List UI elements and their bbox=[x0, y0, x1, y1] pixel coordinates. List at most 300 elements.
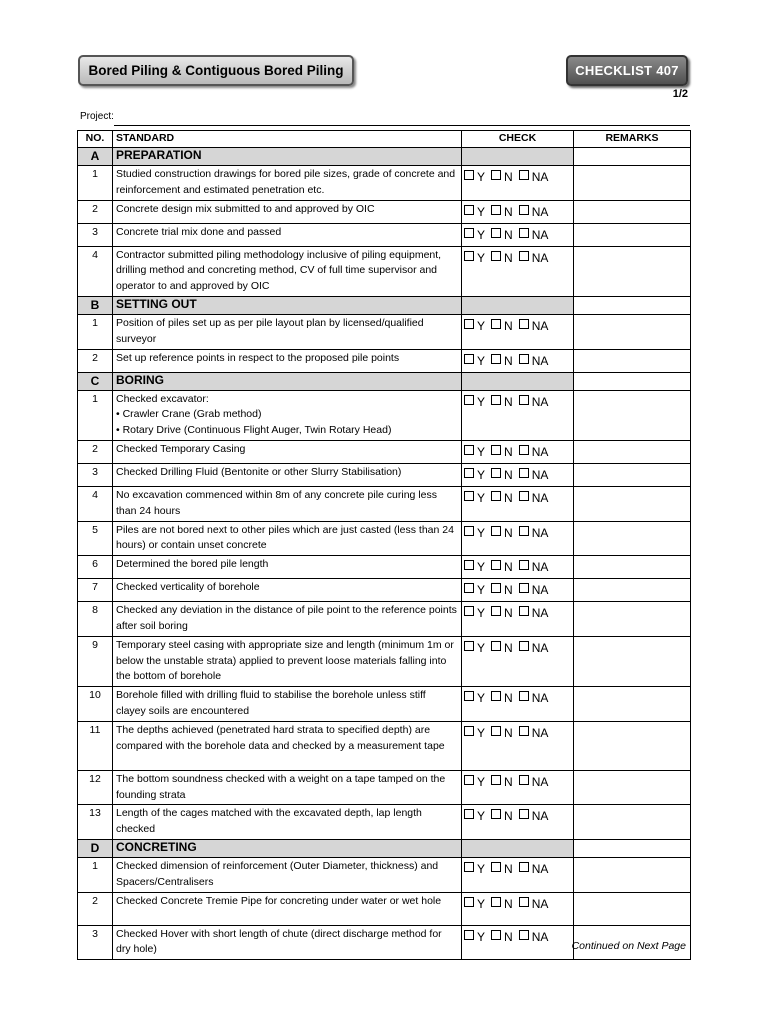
table-row bbox=[78, 770, 691, 805]
checkbox-na[interactable] bbox=[519, 809, 529, 819]
check-option-n bbox=[491, 726, 513, 740]
item-number: 3 bbox=[78, 223, 113, 246]
check-option-label: Y bbox=[477, 861, 486, 876]
check-option-label: NA bbox=[531, 691, 549, 706]
check-option-na bbox=[519, 526, 549, 540]
check-option-label: NA bbox=[531, 204, 549, 219]
check-option-n bbox=[491, 560, 513, 574]
item-remarks-cell[interactable] bbox=[574, 521, 691, 556]
section-row bbox=[78, 296, 691, 314]
check-option-na bbox=[519, 691, 549, 705]
section-remarks-cell bbox=[574, 148, 691, 166]
checkbox-y[interactable] bbox=[464, 809, 474, 819]
item-remarks-cell[interactable] bbox=[574, 246, 691, 296]
checkbox-y[interactable] bbox=[464, 560, 474, 570]
check-option-n bbox=[491, 445, 513, 459]
check-option-label: N bbox=[504, 227, 513, 242]
item-number: 5 bbox=[78, 521, 113, 556]
checkbox-na[interactable] bbox=[519, 395, 529, 405]
item-number: 3 bbox=[78, 463, 113, 486]
check-option-n bbox=[491, 583, 513, 597]
checkbox-y[interactable] bbox=[464, 491, 474, 501]
check-option-label: NA bbox=[531, 725, 549, 740]
check-option-label: N bbox=[504, 490, 513, 505]
check-option-na bbox=[519, 583, 549, 597]
check-option-label: Y bbox=[477, 250, 486, 265]
check-option-y bbox=[464, 170, 485, 184]
check-option-label: NA bbox=[531, 774, 549, 789]
checkbox-na[interactable] bbox=[519, 468, 529, 478]
check-option-label: Y bbox=[477, 560, 486, 575]
item-number: 11 bbox=[78, 721, 113, 770]
table-row bbox=[78, 440, 691, 463]
item-standard bbox=[113, 925, 462, 960]
section-title: CONCRETING bbox=[113, 839, 462, 857]
check-option-na bbox=[519, 228, 549, 242]
check-option-n bbox=[491, 691, 513, 705]
checkbox-na[interactable] bbox=[519, 606, 529, 616]
item-text: Concrete design mix submitted to and approved by OIC bbox=[116, 202, 375, 215]
check-option-n bbox=[491, 395, 513, 409]
checkbox-na[interactable] bbox=[519, 775, 529, 785]
checkbox-y[interactable] bbox=[464, 468, 474, 478]
item-text: The depths achieved (penetrated hard strata to specified depth) are compared with the borehole data and checked by a measurement tape bbox=[116, 723, 445, 752]
item-text: The bottom soundness checked with a weight on a tape tamped on the founding strata bbox=[116, 772, 446, 801]
checklist-body bbox=[78, 148, 691, 960]
table-row bbox=[78, 521, 691, 556]
checkbox-n[interactable] bbox=[491, 228, 501, 238]
check-option-n bbox=[491, 491, 513, 505]
check-option-label: NA bbox=[531, 809, 549, 824]
checkbox-n[interactable] bbox=[491, 930, 501, 940]
table-row bbox=[78, 463, 691, 486]
section-check-cell bbox=[462, 372, 574, 390]
check-option-label: NA bbox=[531, 583, 549, 598]
item-text: Checked Temporary Casing bbox=[116, 442, 246, 455]
item-remarks-cell[interactable] bbox=[574, 579, 691, 602]
check-option-label: NA bbox=[531, 318, 549, 333]
checkbox-y[interactable] bbox=[464, 445, 474, 455]
table-row bbox=[78, 223, 691, 246]
check-option-label: NA bbox=[531, 606, 549, 621]
checkbox-y[interactable] bbox=[464, 583, 474, 593]
item-number: 1 bbox=[78, 390, 113, 440]
item-remarks-cell[interactable] bbox=[574, 390, 691, 440]
item-standard bbox=[113, 687, 462, 722]
checkbox-n[interactable] bbox=[491, 526, 501, 536]
item-remarks-cell[interactable] bbox=[574, 463, 691, 486]
check-option-na bbox=[519, 205, 549, 219]
checkbox-n[interactable] bbox=[491, 468, 501, 478]
item-number: 8 bbox=[78, 602, 113, 637]
item-remarks-cell[interactable] bbox=[574, 556, 691, 579]
item-text: Temporary steel casing with appropriate size and length (minimum 1m or below the unstable strata) applied to prevent loose materials falling into the bottom of borehole bbox=[116, 638, 454, 683]
check-option-na bbox=[519, 251, 549, 265]
checkbox-y[interactable] bbox=[464, 251, 474, 261]
check-option-y bbox=[464, 560, 485, 574]
check-option-n bbox=[491, 205, 513, 219]
item-text: Contractor submitted piling methodology inclusive of piling equipment, drilling method and concreting method, CV of full time supervisor and operator to and approved by OIC bbox=[116, 248, 442, 293]
check-option-label: N bbox=[504, 606, 513, 621]
check-option-label: N bbox=[504, 809, 513, 824]
check-option-label: Y bbox=[477, 929, 486, 944]
checkbox-y[interactable] bbox=[464, 641, 474, 651]
check-option-label: Y bbox=[477, 583, 486, 598]
check-option-n bbox=[491, 354, 513, 368]
check-option-label: Y bbox=[477, 444, 486, 459]
item-number: 2 bbox=[78, 200, 113, 223]
table-row bbox=[78, 892, 691, 925]
checklist-table bbox=[77, 130, 691, 960]
checkbox-na[interactable] bbox=[519, 354, 529, 364]
item-text: No excavation commenced within 8m of any concrete pile curing less than 24 hours bbox=[116, 488, 437, 517]
item-check-cell bbox=[462, 721, 574, 770]
check-option-n bbox=[491, 526, 513, 540]
check-option-label: N bbox=[504, 691, 513, 706]
check-option-n bbox=[491, 319, 513, 333]
page-number: 1/2 bbox=[672, 88, 688, 100]
item-check-cell bbox=[462, 556, 574, 579]
check-option-label: Y bbox=[477, 725, 486, 740]
checkbox-y[interactable] bbox=[464, 775, 474, 785]
item-remarks-cell[interactable] bbox=[574, 486, 691, 521]
check-option-label: NA bbox=[531, 861, 549, 876]
project-field-line[interactable] bbox=[114, 125, 690, 126]
checkbox-n[interactable] bbox=[491, 691, 501, 701]
item-number: 1 bbox=[78, 314, 113, 349]
section-remarks-cell bbox=[574, 839, 691, 857]
document-title: Bored Piling & Contiguous Bored Piling bbox=[78, 55, 354, 86]
checkbox-na[interactable] bbox=[519, 526, 529, 536]
checkbox-na[interactable] bbox=[519, 691, 529, 701]
column-header-standard: STANDARD bbox=[113, 131, 462, 148]
item-standard bbox=[113, 857, 462, 892]
item-text: Borehole filled with drilling fluid to stabilise the borehole unless stiff clayey soils are encountered bbox=[116, 689, 426, 717]
item-text: Length of the cages matched with the excavated depth, lap length checked bbox=[116, 807, 422, 836]
item-number: 6 bbox=[78, 556, 113, 579]
checkbox-n[interactable] bbox=[491, 319, 501, 329]
check-option-label: N bbox=[504, 467, 513, 482]
table-row bbox=[78, 602, 691, 637]
checkbox-y[interactable] bbox=[464, 395, 474, 405]
check-option-n bbox=[491, 775, 513, 789]
table-row bbox=[78, 579, 691, 602]
checkbox-na[interactable] bbox=[519, 897, 529, 907]
item-remarks-cell[interactable] bbox=[574, 314, 691, 349]
item-standard bbox=[113, 166, 462, 201]
check-option-label: N bbox=[504, 250, 513, 265]
table-row bbox=[78, 246, 691, 296]
check-option-y bbox=[464, 862, 485, 876]
check-option-y bbox=[464, 445, 485, 459]
check-option-label: NA bbox=[531, 353, 549, 368]
checkbox-na[interactable] bbox=[519, 641, 529, 651]
item-standard bbox=[113, 521, 462, 556]
check-option-y bbox=[464, 251, 485, 265]
check-option-y bbox=[464, 354, 485, 368]
column-header-check: CHECK bbox=[462, 131, 574, 148]
section-remarks-cell bbox=[574, 372, 691, 390]
section-letter: B bbox=[78, 296, 113, 314]
check-option-n bbox=[491, 862, 513, 876]
check-option-y bbox=[464, 897, 485, 911]
check-option-label: NA bbox=[531, 227, 549, 242]
checkbox-n[interactable] bbox=[491, 251, 501, 261]
table-row bbox=[78, 486, 691, 521]
item-remarks-cell[interactable] bbox=[574, 200, 691, 223]
check-option-y bbox=[464, 691, 485, 705]
checkbox-na[interactable] bbox=[519, 560, 529, 570]
checkbox-y[interactable] bbox=[464, 862, 474, 872]
check-option-label: N bbox=[504, 774, 513, 789]
check-option-label: NA bbox=[531, 394, 549, 409]
checkbox-y[interactable] bbox=[464, 228, 474, 238]
item-number: 4 bbox=[78, 486, 113, 521]
check-option-y bbox=[464, 606, 485, 620]
check-option-n bbox=[491, 809, 513, 823]
section-title: SETTING OUT bbox=[113, 296, 462, 314]
checkbox-na[interactable] bbox=[519, 319, 529, 329]
check-option-na bbox=[519, 726, 549, 740]
check-option-na bbox=[519, 862, 549, 876]
item-remarks-cell[interactable] bbox=[574, 770, 691, 805]
checkbox-y[interactable] bbox=[464, 319, 474, 329]
checkbox-n[interactable] bbox=[491, 205, 501, 215]
item-standard bbox=[113, 579, 462, 602]
check-option-y bbox=[464, 468, 485, 482]
section-check-cell bbox=[462, 839, 574, 857]
check-option-label: NA bbox=[531, 896, 549, 911]
check-option-label: N bbox=[504, 525, 513, 540]
item-remarks-cell[interactable] bbox=[574, 687, 691, 722]
item-number: 13 bbox=[78, 805, 113, 840]
check-option-y bbox=[464, 395, 485, 409]
check-option-y bbox=[464, 228, 485, 242]
item-remarks-cell[interactable] bbox=[574, 721, 691, 770]
item-text: Checked excavator: bbox=[116, 392, 209, 405]
check-option-label: Y bbox=[477, 525, 486, 540]
item-check-cell bbox=[462, 486, 574, 521]
item-check-cell bbox=[462, 521, 574, 556]
checkbox-na[interactable] bbox=[519, 228, 529, 238]
check-option-label: Y bbox=[477, 467, 486, 482]
item-check-cell bbox=[462, 349, 574, 372]
check-option-label: Y bbox=[477, 640, 486, 655]
item-standard bbox=[113, 223, 462, 246]
check-option-na bbox=[519, 809, 549, 823]
item-remarks-cell[interactable] bbox=[574, 223, 691, 246]
check-option-y bbox=[464, 491, 485, 505]
checkbox-na[interactable] bbox=[519, 205, 529, 215]
table-row bbox=[78, 687, 691, 722]
item-check-cell bbox=[462, 805, 574, 840]
table-header-row bbox=[78, 131, 691, 148]
checkbox-na[interactable] bbox=[519, 445, 529, 455]
checkbox-n[interactable] bbox=[491, 354, 501, 364]
item-number: 2 bbox=[78, 349, 113, 372]
checkbox-na[interactable] bbox=[519, 170, 529, 180]
checkbox-na[interactable] bbox=[519, 726, 529, 736]
checkbox-na[interactable] bbox=[519, 862, 529, 872]
column-header-remarks: REMARKS bbox=[574, 131, 691, 148]
item-text: Checked verticality of borehole bbox=[116, 581, 260, 594]
item-remarks-cell[interactable] bbox=[574, 349, 691, 372]
check-option-y bbox=[464, 641, 485, 655]
check-option-label: N bbox=[504, 560, 513, 575]
item-standard bbox=[113, 390, 462, 440]
table-row bbox=[78, 721, 691, 770]
item-remarks-cell[interactable] bbox=[574, 892, 691, 925]
check-option-n bbox=[491, 170, 513, 184]
section-row bbox=[78, 839, 691, 857]
item-text: Checked Concrete Tremie Pipe for concreting under water or wet hole bbox=[116, 894, 442, 907]
check-option-na bbox=[519, 560, 549, 574]
check-option-y bbox=[464, 809, 485, 823]
item-bullet: • Rotary Drive (Continuous Flight Auger, Twin Rotary Head) bbox=[116, 424, 392, 437]
item-bullet: • Crawler Crane (Grab method) bbox=[116, 408, 262, 421]
checkbox-y[interactable] bbox=[464, 691, 474, 701]
checkbox-na[interactable] bbox=[519, 251, 529, 261]
checkbox-n[interactable] bbox=[491, 491, 501, 501]
item-number: 2 bbox=[78, 440, 113, 463]
check-option-label: Y bbox=[477, 204, 486, 219]
check-option-y bbox=[464, 205, 485, 219]
table-row bbox=[78, 805, 691, 840]
checkbox-n[interactable] bbox=[491, 560, 501, 570]
table-row bbox=[78, 390, 691, 440]
checkbox-n[interactable] bbox=[491, 606, 501, 616]
checkbox-n[interactable] bbox=[491, 862, 501, 872]
check-option-label: N bbox=[504, 204, 513, 219]
item-standard bbox=[113, 602, 462, 637]
item-remarks-cell[interactable] bbox=[574, 166, 691, 201]
checkbox-na[interactable] bbox=[519, 930, 529, 940]
check-option-y bbox=[464, 726, 485, 740]
check-option-n bbox=[491, 897, 513, 911]
section-letter: C bbox=[78, 372, 113, 390]
check-option-n bbox=[491, 641, 513, 655]
item-text: Checked dimension of reinforcement (Outer Diameter, thickness) and Spacers/Centralisers bbox=[116, 859, 439, 888]
section-remarks-cell bbox=[574, 296, 691, 314]
check-option-label: N bbox=[504, 170, 513, 184]
table-row bbox=[78, 556, 691, 579]
item-check-cell bbox=[462, 636, 574, 686]
item-remarks-cell[interactable] bbox=[574, 857, 691, 892]
check-option-n bbox=[491, 606, 513, 620]
checkbox-n[interactable] bbox=[491, 583, 501, 593]
checkbox-y[interactable] bbox=[464, 606, 474, 616]
checkbox-n[interactable] bbox=[491, 445, 501, 455]
checkbox-y[interactable] bbox=[464, 170, 474, 180]
checkbox-na[interactable] bbox=[519, 491, 529, 501]
item-check-cell bbox=[462, 440, 574, 463]
table-row bbox=[78, 200, 691, 223]
section-letter: A bbox=[78, 148, 113, 166]
table-row bbox=[78, 349, 691, 372]
item-text: Position of piles set up as per pile layout plan by licensed/qualified surveyor bbox=[116, 316, 424, 345]
item-standard bbox=[113, 200, 462, 223]
checkbox-y[interactable] bbox=[464, 930, 474, 940]
check-option-na bbox=[519, 319, 549, 333]
check-option-label: Y bbox=[477, 490, 486, 505]
checkbox-y[interactable] bbox=[464, 526, 474, 536]
checkbox-y[interactable] bbox=[464, 897, 474, 907]
checkbox-n[interactable] bbox=[491, 641, 501, 651]
check-option-label: N bbox=[504, 444, 513, 459]
table-row bbox=[78, 314, 691, 349]
check-option-label: N bbox=[504, 353, 513, 368]
item-text: Concrete trial mix done and passed bbox=[116, 225, 282, 238]
check-option-label: N bbox=[504, 394, 513, 409]
check-option-n bbox=[491, 468, 513, 482]
item-check-cell bbox=[462, 602, 574, 637]
item-text: Checked Drilling Fluid (Bentonite or other Slurry Stabilisation) bbox=[116, 465, 402, 478]
item-remarks-cell[interactable] bbox=[574, 440, 691, 463]
checkbox-n[interactable] bbox=[491, 775, 501, 785]
checkbox-y[interactable] bbox=[464, 354, 474, 364]
item-number: 7 bbox=[78, 579, 113, 602]
check-option-y bbox=[464, 526, 485, 540]
item-check-cell bbox=[462, 892, 574, 925]
check-option-label: N bbox=[504, 861, 513, 876]
check-option-label: N bbox=[504, 725, 513, 740]
check-option-label: Y bbox=[477, 809, 486, 824]
item-number: 4 bbox=[78, 246, 113, 296]
item-standard bbox=[113, 246, 462, 296]
item-text: Studied construction drawings for bored pile sizes, grade of concrete and reinforcement and estimated penetration etc. bbox=[116, 168, 456, 196]
continued-note: Continued on Next Page bbox=[571, 940, 686, 952]
check-option-na bbox=[519, 641, 549, 655]
checkbox-n[interactable] bbox=[491, 395, 501, 405]
check-option-label: NA bbox=[531, 929, 549, 944]
check-option-na bbox=[519, 395, 549, 409]
check-option-label: N bbox=[504, 896, 513, 911]
checkbox-n[interactable] bbox=[491, 809, 501, 819]
item-check-cell bbox=[462, 200, 574, 223]
checkbox-y[interactable] bbox=[464, 726, 474, 736]
item-remarks-cell[interactable] bbox=[574, 602, 691, 637]
table-row bbox=[78, 166, 691, 201]
item-number: 10 bbox=[78, 687, 113, 722]
item-standard bbox=[113, 349, 462, 372]
checkbox-na[interactable] bbox=[519, 583, 529, 593]
table-row bbox=[78, 857, 691, 892]
check-option-label: NA bbox=[531, 560, 549, 575]
item-standard bbox=[113, 314, 462, 349]
item-standard bbox=[113, 770, 462, 805]
check-option-label: Y bbox=[477, 170, 486, 184]
item-remarks-cell[interactable] bbox=[574, 636, 691, 686]
item-number: 9 bbox=[78, 636, 113, 686]
item-check-cell bbox=[462, 223, 574, 246]
section-row bbox=[78, 148, 691, 166]
check-option-label: NA bbox=[531, 467, 549, 482]
checkbox-n[interactable] bbox=[491, 170, 501, 180]
checkbox-y[interactable] bbox=[464, 205, 474, 215]
item-remarks-cell[interactable] bbox=[574, 805, 691, 840]
checkbox-n[interactable] bbox=[491, 726, 501, 736]
item-standard bbox=[113, 892, 462, 925]
check-option-label: Y bbox=[477, 353, 486, 368]
item-number: 1 bbox=[78, 166, 113, 201]
check-option-label: NA bbox=[531, 170, 549, 184]
check-option-label: Y bbox=[477, 394, 486, 409]
check-option-na bbox=[519, 445, 549, 459]
checklist-number-badge: CHECKLIST 407 bbox=[566, 55, 688, 86]
item-check-cell bbox=[462, 579, 574, 602]
checkbox-n[interactable] bbox=[491, 897, 501, 907]
check-option-label: NA bbox=[531, 444, 549, 459]
